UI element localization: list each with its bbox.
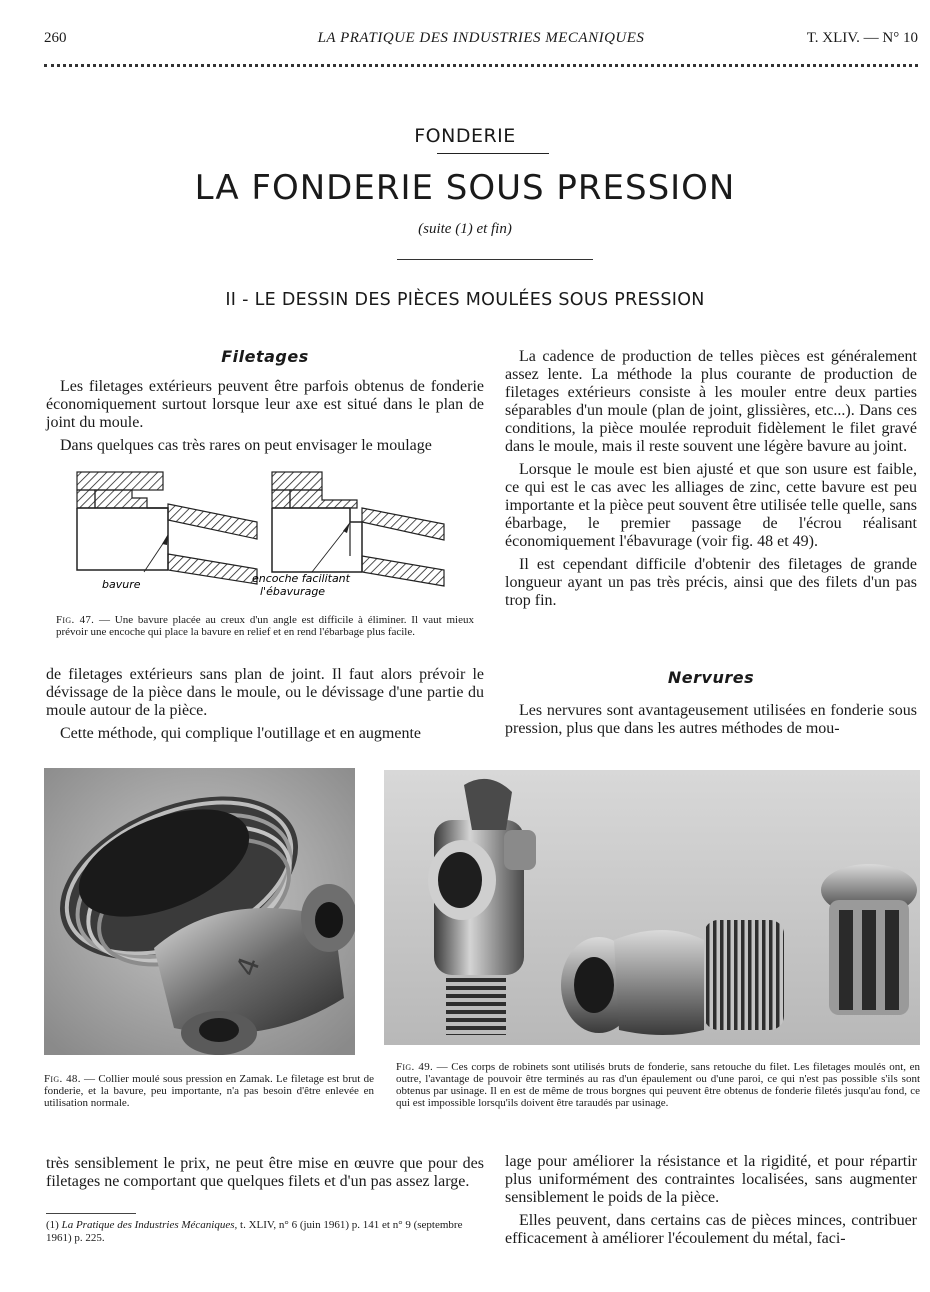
paragraph: Les nervures sont avantageusement utilisées en fonderie sous pression, plus que dans les autres méthodes de mou- (505, 702, 917, 737)
caption-number: Fig. 49. (396, 1061, 434, 1073)
left-column-final (46, 1155, 484, 1196)
header-dotted-rule (44, 64, 918, 67)
footnote-text: t. XLIV, n° 6 (juin 1961) p. 141 et n° 9 (septembre 1961) p. 225. (46, 1219, 463, 1244)
journal-title: LA PRATIQUE DES INDUSTRIES MECANIQUES (317, 30, 645, 46)
subheading-nervures: Nervures (667, 668, 755, 687)
subheading-filetages: Filetages (221, 347, 309, 366)
paragraph: Dans quelques cas très rares on peut envisager le moulage (60, 437, 432, 454)
paragraph: lage pour améliorer la résistance et la rigidité, et pour répartir plus uniformément des contraintes localisées, sans augmenter sensiblement le poids de la pièce. (505, 1153, 917, 1206)
footnote-rule (46, 1213, 136, 1214)
article-title: LA FONDERIE SOUS PRESSION (194, 168, 736, 208)
right-column-mid (505, 702, 917, 743)
faucet-cage (821, 864, 917, 1015)
paragraph: Lorsque le moule est bien ajusté et que son usure est faible, ce qui est le cas avec les alliages de zinc, cette bavure est peu importante et la pièce peut souvent être utilisée telle quelle, sans ébarbage, le premier passage de l'écrou réalisant économiquement l'ébavurage (voir fig. 48 et 49). (505, 461, 917, 550)
figure-47-diagram (72, 464, 452, 604)
article-subtitle: (suite (1) et fin) (418, 221, 512, 237)
paragraph: Elles peuvent, dans certains cas de pièces minces, contribuer efficacement à améliorer l'écoulement du métal, faci- (505, 1212, 917, 1247)
paragraph: La cadence de production de telles pièces est généralement assez lente. La méthode la plus courante de production de filetages extérieurs consiste à les mouler entre deux parties séparables d'un moule (plan de joint, glissières, etc...). Dans ces conditions, la pièce moulée reproduit fidèlement le filet gravé dans le moule, mais il reste souvent une légère bavure au joint. (505, 348, 917, 455)
footnote-journal: La Pratique des Industries Mécaniques, (61, 1219, 238, 1231)
figure-47-caption (56, 614, 474, 638)
paragraph: Les filetages extérieurs peuvent être parfois obtenus de fonderie économiquement surtout lorsque leur axe est situé dans le plan de joint du moule. (46, 378, 484, 431)
page-number: 260 (44, 30, 67, 46)
figure-48-caption (44, 1073, 374, 1109)
fig47-left-sketch (77, 472, 257, 591)
footnote (46, 1219, 486, 1245)
right-column-final (505, 1153, 917, 1253)
section-underline (437, 153, 549, 154)
fig47-label-ebavurage: l'ébavurage (260, 585, 326, 598)
caption-text: — Collier moulé sous pression en Zamak. Le filetage est brut de fonderie, et la bavure, peu importante, n'a pas besoin d'être enlevée en utilisation normale. (44, 1073, 375, 1109)
footnote-marker: (1) (46, 1219, 59, 1231)
running-header (44, 30, 918, 52)
caption-text: — Une bavure placée au creux d'un angle est difficile à éliminer. Il vaut mieux prévoir une encoche qui place la bavure en relief et en rend l'ébarbage plus facile. (56, 614, 474, 638)
paragraph: très sensiblement le prix, ne peut être mise en œuvre que pour des filetages ne comportant que quelques filets et d'un pas assez large. (46, 1155, 484, 1190)
fig47-label-bavure: bavure (102, 578, 141, 591)
caption-text: — Ces corps de robinets sont utilisés bruts de fonderie, sans retouche du filet. Les filetages moulés ont, en outre, l'avantage de pouvoir être terminés au ras d'un épaulement ou d'une paroi, ce qui n'est pas possible s'ils sont obtenus par usinage. Il en est de même de trous borgnes qui peuvent être obtenus de fonderie filetés jusqu'au fond, ce qui est impossible lorsqu'ils doivent être taraudés par usinage. (396, 1061, 920, 1109)
left-column-top (46, 378, 484, 460)
title-divider (397, 259, 593, 260)
paragraph: Cette méthode, qui complique l'outillage et en augmente (60, 725, 421, 742)
fig47-right-sketch (252, 472, 444, 598)
collar-stamp: 4 (229, 952, 267, 981)
paragraph: de filetages extérieurs sans plan de joint. Il faut alors prévoir le dévissage de la pièce dans le moule, ou le dévissage d'une partie du moule autour de la pièce. (46, 666, 484, 719)
caption-number: Fig. 48. (44, 1073, 81, 1085)
right-column-top (505, 348, 917, 615)
paragraph: Il est cependant difficile d'obtenir des filetages de grande longueur ayant un pas très précis, ainsi que des filets d'un pas trop fin. (505, 556, 917, 609)
figure-49-photo (384, 770, 920, 1045)
figure-49-caption (396, 1061, 920, 1109)
caption-number: Fig. 47. (56, 614, 95, 626)
fig47-label-encoche: encoche facilitant (252, 572, 350, 585)
figure-48-photo (44, 768, 355, 1055)
part-heading: II - LE DESSIN DES PIÈCES MOULÉES SOUS PRESSION (225, 290, 705, 310)
issue-reference: T. XLIV. — N° 10 (806, 30, 918, 46)
section-label: FONDERIE (414, 125, 516, 147)
left-column-bottom (46, 666, 484, 748)
